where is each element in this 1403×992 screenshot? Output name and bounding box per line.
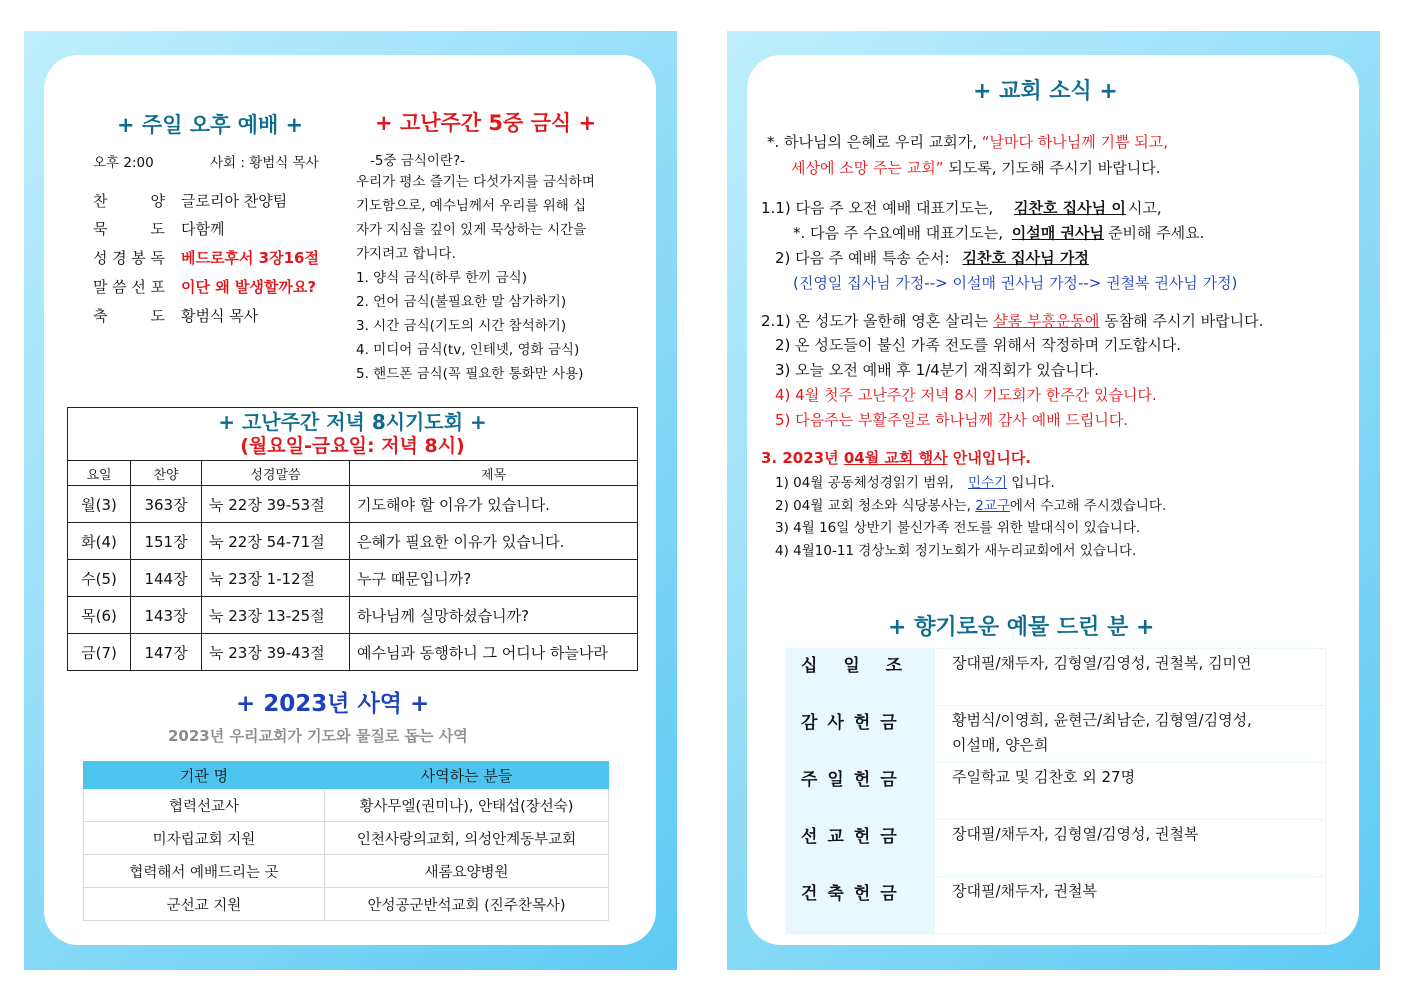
service-item-value: 이단 왜 발생할까요? [181, 278, 317, 296]
news-title: + 교회 소식 + [973, 79, 1118, 104]
table-row [84, 888, 609, 921]
service-label-char: 성 [93, 249, 108, 267]
mission-header-cell: 사역하는 분들 [325, 762, 609, 789]
table-row [68, 560, 638, 597]
service-label-char: 찬 [93, 192, 108, 210]
prayer-cell: 눅 22장 54-71절 [202, 523, 350, 560]
news-3-1 [775, 471, 1055, 491]
news-text: 1.1) 다음 주 오전 예배 대표기도는, [761, 199, 994, 217]
prayer-cell: 363장 [131, 486, 202, 523]
prayer-cell: 눅 23장 13-25절 [202, 597, 350, 634]
news-2-4: 4) 4월 첫주 고난주간 저녁 8시 기도회가 한주간 있습니다. [775, 386, 1157, 404]
prayer-title: + 고난주간 저녁 8시기도회 + [218, 410, 487, 434]
mission-cell: 협력해서 예배드리는 곳 [84, 855, 325, 888]
mission-cell: 미자립교회 지원 [84, 822, 325, 855]
prayer-table-title [68, 408, 638, 461]
service-row [69, 305, 258, 326]
fasting-intro-line: 자가 지심을 깊이 있게 묵상하는 시간을 [356, 222, 587, 238]
news-3-4: 4) 4월10-11 경상노회 정기노회가 새누리교회에서 있습니다. [775, 543, 1137, 559]
mission-table [83, 761, 609, 921]
service-label-char: 도 [150, 220, 165, 238]
prayer-cell: 누구 때문입니까? [350, 560, 638, 597]
service-time: 오후 2:00 [93, 155, 154, 171]
prayer-cell: 예수님과 동행하니 그 어디나 하늘나라 [350, 634, 638, 671]
news-text: 2) 04월 교회 청소와 식당봉사는, [775, 498, 971, 514]
prayer-subtitle: (월요일-금요일: 저녁 8시) [240, 435, 465, 457]
fasting-intro-line: 우리가 평소 즐기는 다섯가지를 금식하며 [356, 174, 595, 190]
offering-donors [935, 649, 1326, 706]
service-label-char: 묵 [93, 220, 108, 238]
table-row [68, 523, 638, 560]
news-intro-line1 [767, 131, 1168, 152]
prayer-cell: 하나님께 실망하셨습니까? [350, 597, 638, 634]
prayer-cell: 눅 22장 39-53절 [202, 486, 350, 523]
news-text: 2.1) 온 성도가 올한해 영혼 살리는 [761, 312, 989, 330]
service-item-label [93, 305, 165, 326]
service-row [69, 218, 224, 239]
news-shalom-movement: 샬롬 부흥운동에 [993, 312, 1100, 330]
news-text: 2) 다음 주 예배 특송 순서: [775, 249, 950, 267]
offering-category: 선교헌금 [787, 820, 935, 877]
mission-title: + 2023년 사역 + [236, 691, 430, 717]
news-cleaning-group: 2교구 [975, 498, 1010, 514]
fasting-item: 4. 미디어 금식(tv, 인테넷, 영화 금식) [356, 342, 580, 358]
prayer-header-cell: 요일 [68, 461, 131, 486]
offering-donors-line: 장대필/채두자, 김형열/김영성, 권철복 [952, 825, 1199, 843]
service-item-value: 글로리아 찬양팀 [181, 192, 288, 210]
service-item-value: 황범식 목사 [181, 307, 259, 325]
prayer-cell: 눅 23장 1-12절 [202, 560, 350, 597]
news-1-1b [793, 222, 1204, 243]
service-host: 사회 : 황범식 목사 [210, 155, 319, 171]
news-text: 입니다. [1011, 475, 1055, 491]
prayer-cell: 월(3) [68, 486, 131, 523]
service-label-char: 말 [93, 278, 108, 296]
prayer-cell: 눅 23장 39-43절 [202, 634, 350, 671]
prayer-cell: 147장 [131, 634, 202, 671]
offering-donors [935, 706, 1326, 763]
news-text: 에서 수고해 주시겠습니다. [1009, 498, 1167, 514]
news-intro-end: 되도록, 기도해 주시기 바랍니다. [948, 159, 1161, 177]
news-text: 3. 2023년 [761, 449, 839, 467]
service-label-char: 봉 [131, 249, 146, 267]
service-label-char: 양 [150, 192, 165, 210]
fasting-description [356, 170, 624, 386]
service-row [69, 276, 316, 297]
mission-cell: 황사무엘(권미나), 안태섭(장선숙) [325, 789, 609, 822]
service-item-label [93, 218, 165, 239]
news-intro-text: *. 하나님의 은혜로 우리 교회가, [767, 133, 977, 151]
offering-category: 건축헌금 [787, 877, 935, 934]
news-2-3: 3) 오늘 오전 예배 후 1/4분기 재직회가 있습니다. [775, 361, 1100, 379]
news-2-1 [761, 310, 1263, 331]
news-2-5: 5) 다음주는 부활주일로 하나님께 감사 예배 드립니다. [775, 411, 1129, 429]
table-row [787, 649, 1326, 706]
service-item-label [93, 247, 165, 268]
table-row [68, 597, 638, 634]
offering-donors-line: 장대필/채두자, 김형열/김영성, 권철복, 김미연 [952, 654, 1252, 672]
news-3-3: 3) 4월 16일 상반기 불신가족 전도를 위한 발대식이 있습니다. [775, 520, 1141, 536]
mission-subtitle: 2023년 우리교회가 기도와 물질로 돕는 사역 [168, 727, 468, 745]
service-item-value: 다함께 [181, 220, 225, 238]
prayer-cell: 수(5) [68, 560, 131, 597]
mission-cell: 협력선교사 [84, 789, 325, 822]
prayer-meeting-table [67, 407, 638, 671]
offering-donors-line: 황범식/이영희, 윤현근/최남순, 김형열/김영성, [952, 711, 1252, 729]
news-motto-2: 세상에 소망 주는 교회” [791, 159, 944, 177]
service-label-char: 포 [150, 278, 165, 296]
service-item-value: 베드로후서 3장16절 [181, 249, 319, 267]
news-1-1 [761, 197, 1162, 218]
news-april-events: 04월 교회 행사 [843, 449, 948, 467]
prayer-header-cell: 성경말씀 [202, 461, 350, 486]
table-row [84, 822, 609, 855]
fasting-title: + 고난주간 5중 금식 + [375, 111, 597, 135]
table-row [68, 486, 638, 523]
news-motto-1: “날마다 하나님께 기쁨 되고, [981, 133, 1169, 151]
service-row [69, 247, 319, 268]
table-row [84, 789, 609, 822]
fasting-item: 1. 양식 금식(하루 한끼 금식) [356, 270, 527, 286]
news-wednesday-leader: 이설매 권사님 [1011, 224, 1104, 242]
table-row [84, 855, 609, 888]
fasting-question: -5중 금식이란?- [370, 153, 465, 169]
news-text: 준비해 주세요. [1107, 224, 1205, 242]
service-row [69, 190, 287, 211]
mission-cell: 새롬요양병원 [325, 855, 609, 888]
offering-donors [935, 763, 1326, 820]
news-text: 시고, [1127, 199, 1162, 217]
service-label-char: 경 [112, 249, 127, 267]
fasting-intro-line: 기도함으로, 예수님께서 우리를 위해 십 [356, 198, 587, 214]
prayer-cell: 143장 [131, 597, 202, 634]
service-label-char: 씀 [112, 278, 127, 296]
offering-category: 십 일 조 [787, 649, 935, 706]
service-title: + 주일 오후 예배 + [117, 113, 304, 137]
prayer-cell: 목(6) [68, 597, 131, 634]
news-1-2 [775, 247, 1099, 268]
service-label-char: 독 [150, 249, 165, 267]
fasting-item: 2. 언어 금식(불필요한 말 삼가하기) [356, 294, 567, 310]
table-row [787, 763, 1326, 820]
fasting-item: 5. 핸드폰 금식(꼭 필요한 통화만 사용) [356, 366, 584, 382]
mission-header-cell: 기관 명 [84, 762, 325, 789]
news-bible-range: 민수기 [967, 475, 1008, 491]
table-row [787, 877, 1326, 934]
prayer-cell: 화(4) [68, 523, 131, 560]
fasting-intro-line: 가지려고 합니다. [356, 246, 456, 262]
service-label-char: 도 [150, 307, 165, 325]
news-intro-line2 [791, 157, 1161, 178]
prayer-cell: 기도해야 할 이유가 있습니다. [350, 486, 638, 523]
news-3-title [761, 447, 1031, 468]
mission-cell: 군선교 지원 [84, 888, 325, 921]
news-text: *. 다음 주 수요예배 대표기도는, [793, 224, 1003, 242]
table-row [68, 634, 638, 671]
service-label-char: 축 [93, 307, 108, 325]
offering-category: 주일헌금 [787, 763, 935, 820]
prayer-cell: 금(7) [68, 634, 131, 671]
offering-donors [935, 877, 1326, 934]
mission-cell: 인천사랑의교회, 의성안계동부교회 [325, 822, 609, 855]
offering-donors-line: 장대필/채두자, 권철복 [952, 882, 1098, 900]
offering-donors [935, 820, 1326, 877]
prayer-header-cell: 찬양 [131, 461, 202, 486]
service-item-label [93, 276, 165, 297]
news-special-song: 김찬호 집사님 가정 [962, 249, 1089, 267]
service-label-char: 선 [131, 278, 146, 296]
table-row [787, 706, 1326, 763]
news-3-2 [775, 494, 1166, 514]
offering-category: 감사헌금 [787, 706, 935, 763]
offering-title: + 향기로운 예물 드린 분 + [888, 615, 1155, 640]
news-text: 동참해 주시기 바랍니다. [1104, 312, 1264, 330]
news-text: 1) 04월 공동체성경읽기 범위, [775, 475, 954, 491]
fasting-item: 3. 시간 금식(기도의 시간 참석하기) [356, 318, 567, 334]
service-item-label [93, 190, 165, 211]
mission-table-header [84, 762, 609, 789]
prayer-table-header [68, 461, 638, 486]
mission-cell: 안성공군반석교회 (진주찬목사) [325, 888, 609, 921]
prayer-cell: 은혜가 필요한 이유가 있습니다. [350, 523, 638, 560]
prayer-header-cell: 제목 [350, 461, 638, 486]
news-text: 안내입니다. [952, 449, 1032, 467]
table-row [787, 820, 1326, 877]
offering-table [786, 648, 1326, 934]
prayer-cell: 144장 [131, 560, 202, 597]
news-1-2-order: (진영일 집사님 가정--> 이설매 권사님 가정--> 권철복 권사님 가정) [793, 274, 1238, 292]
news-2-2: 2) 온 성도들이 불신 가족 전도를 위해서 작정하며 기도합시다. [775, 336, 1182, 354]
offering-donors-line: 이설매, 양은희 [952, 736, 1049, 754]
prayer-cell: 151장 [131, 523, 202, 560]
offering-donors-line: 주일학교 및 김찬호 외 27명 [952, 768, 1136, 786]
news-prayer-leader: 김찬호 집사님 이 [1013, 199, 1126, 217]
